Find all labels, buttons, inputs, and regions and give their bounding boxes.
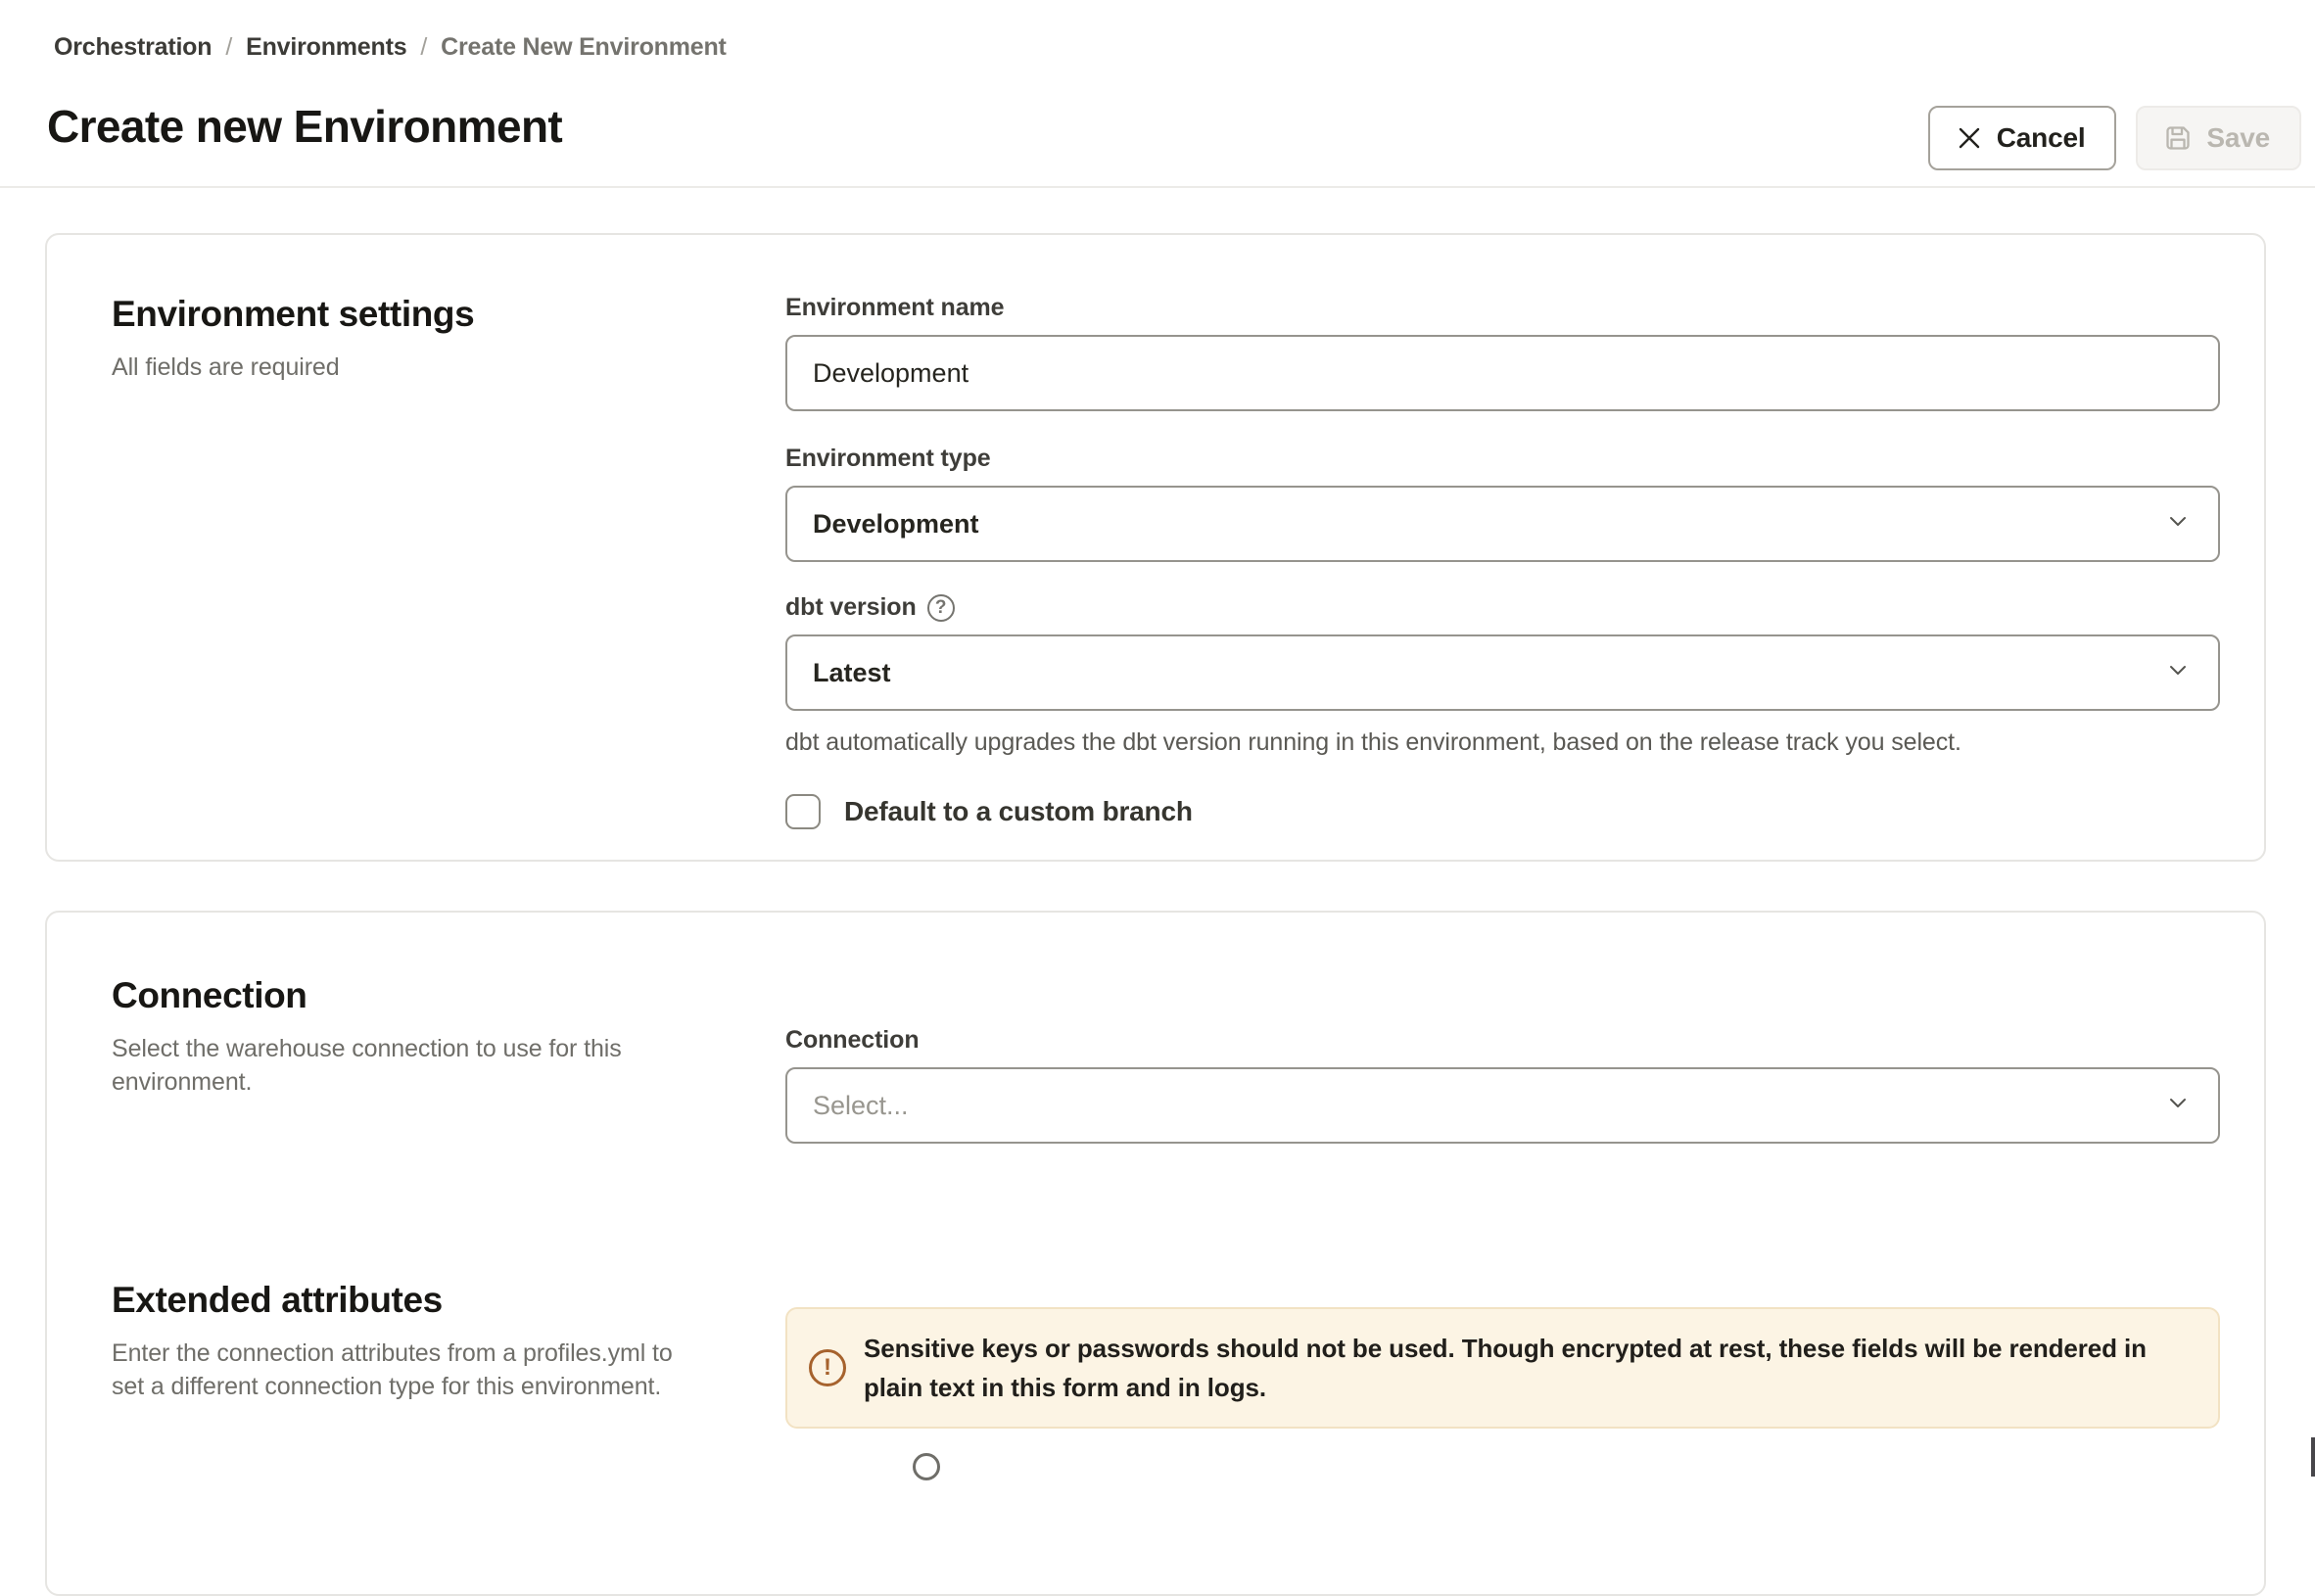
connection-field-label: Connection [785, 1026, 920, 1054]
alert-icon: ! [809, 1349, 846, 1386]
chevron-down-icon [2165, 509, 2191, 540]
environment-type-label: Environment type [785, 445, 991, 472]
scrollbar-thumb[interactable] [2311, 1437, 2315, 1477]
close-icon [1956, 124, 1983, 152]
extended-attributes-heading: Extended attributes [112, 1280, 443, 1320]
dbt-version-label: dbt version [785, 593, 917, 621]
partial-help-icon [913, 1453, 940, 1480]
chevron-down-icon [2165, 1091, 2191, 1121]
save-button-label: Save [2206, 122, 2270, 153]
environment-settings-heading: Environment settings [112, 294, 475, 334]
breadcrumb-environments[interactable]: Environments [246, 33, 407, 61]
page-header [0, 0, 2315, 188]
environment-type-value: Development [813, 508, 979, 539]
custom-branch-label: Default to a custom branch [844, 796, 1193, 826]
chevron-down-icon [2165, 658, 2191, 688]
page-title: Create new Environment [47, 101, 563, 152]
warning-text: Sensitive keys or passwords should not be used. Though encrypted at rest, these fields will be rendered in plain text in this form and in logs. [864, 1334, 2147, 1402]
sensitive-keys-warning-banner [785, 1307, 2220, 1429]
breadcrumb-orchestration[interactable]: Orchestration [54, 33, 213, 61]
connection-heading: Connection [112, 975, 307, 1015]
cancel-button[interactable] [1928, 106, 2117, 170]
connection-select[interactable] [785, 1067, 2220, 1144]
connection-subheading: Select the warehouse connection to use for this environment. [112, 1035, 622, 1096]
dbt-version-help-text: dbt automatically upgrades the dbt version running in this environment, based on the release track you select. [785, 728, 1961, 756]
breadcrumb [54, 33, 727, 62]
environment-type-select[interactable] [785, 486, 2220, 562]
environment-settings-subheading: All fields are required [112, 353, 340, 381]
connection-select-placeholder: Select... [813, 1090, 909, 1120]
breadcrumb-separator: / [225, 33, 233, 61]
environment-name-label: Environment name [785, 294, 1005, 321]
breadcrumb-separator: / [420, 33, 428, 61]
breadcrumb-current-page: Create New Environment [441, 33, 727, 61]
environment-settings-card [45, 233, 2266, 862]
custom-branch-row [785, 794, 2220, 829]
environment-name-input[interactable] [785, 335, 2220, 411]
help-icon[interactable]: ? [927, 594, 955, 622]
custom-branch-checkbox[interactable] [785, 794, 821, 829]
cancel-button-label: Cancel [1996, 122, 2086, 153]
dbt-version-select[interactable] [785, 634, 2220, 711]
save-icon [2163, 123, 2193, 153]
dbt-version-value: Latest [813, 657, 891, 687]
save-button[interactable] [2136, 106, 2301, 170]
extended-attributes-subheading: Enter the connection attributes from a profiles.yml to set a different connection type for this environment. [112, 1339, 673, 1400]
connection-card [45, 911, 2266, 1596]
header-actions [1928, 106, 2301, 170]
